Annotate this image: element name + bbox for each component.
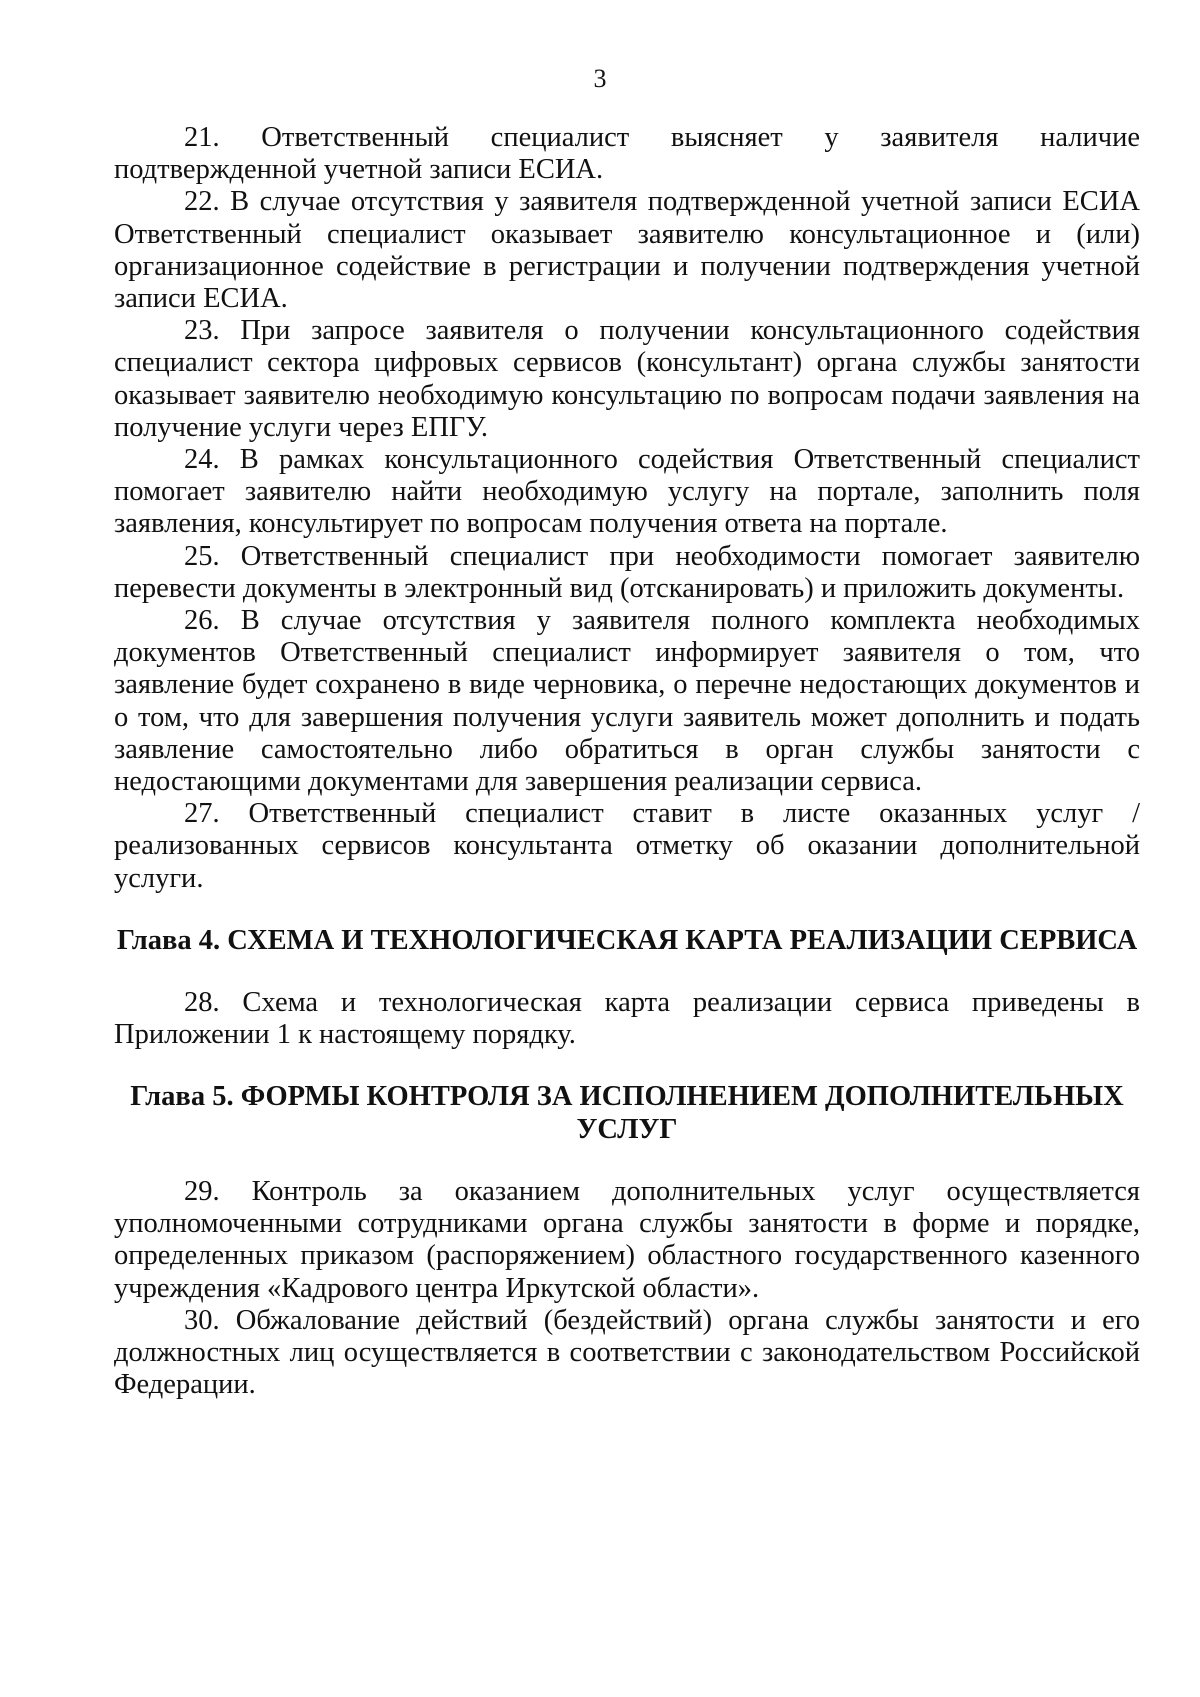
paragraph-23: 23. При запросе заявителя о получении консультационного содействия специалист сектора цифровых сервисов (консультант) органа службы занятости оказывает заявителю необходимую консультацию по вопросам подачи заявления на получение услуги через ЕПГУ. bbox=[114, 315, 1140, 443]
paragraph-27: 27. Ответственный специалист ставит в листе оказанных услуг / реализованных сервисов консультанта отметку об оказании дополнительной услуги. bbox=[114, 798, 1140, 894]
paragraph-21: 21. Ответственный специалист выясняет у заявителя наличие подтвержденной учетной записи ЕСИА. bbox=[114, 122, 1140, 186]
paragraph-25: 25. Ответственный специалист при необходимости помогает заявителю перевести документы в электронный вид (отсканировать) и приложить документы. bbox=[114, 540, 1140, 604]
chapter-5-heading: Глава 5. ФОРМЫ КОНТРОЛЯ ЗА ИСПОЛНЕНИЕМ ДОПОЛНИТЕЛЬНЫХ УСЛУГ bbox=[130, 1081, 1124, 1145]
page-number: 3 bbox=[593, 64, 607, 93]
paragraph-22: 22. В случае отсутствия у заявителя подтвержденной учетной записи ЕСИА Ответственный специалист оказывает заявителю консультационное и (или) организационное содействие в регистрации и получении подтверждения учетной записи ЕСИА. bbox=[114, 186, 1140, 315]
document-body bbox=[114, 122, 1140, 1401]
paragraph-29: 29. Контроль за оказанием дополнительных услуг осуществляется уполномоченными сотрудниками органа службы занятости в форме и порядке, определенных приказом (распоряжением) областного государственного казенного учреждения «Кадрового центра Иркутской области». bbox=[114, 1175, 1140, 1304]
chapter-4-heading: Глава 4. СХЕМА И ТЕХНОЛОГИЧЕСКАЯ КАРТА РЕАЛИЗАЦИИ СЕРВИСА bbox=[116, 924, 1138, 956]
paragraph-30: 30. Обжалование действий (бездействий) органа службы занятости и его должностных лиц осуществляется в соответствии с законодательством Российской Федерации. bbox=[114, 1304, 1140, 1401]
paragraph-26: 26. В случае отсутствия у заявителя полного комплекта необходимых документов Ответственный специалист информирует заявителя о том, что заявление будет сохранено в виде черновика, о перечне недостающих документов и о том, что для завершения получения услуги заявитель может дополнить и подать заявление самостоятельно либо обратиться в орган службы занятости с недостающими документами для завершения реализации сервиса. bbox=[114, 605, 1140, 798]
paragraph-28: 28. Схема и технологическая карта реализации сервиса приведены в Приложении 1 к настоящему порядку. bbox=[114, 987, 1140, 1051]
paragraph-24: 24. В рамках консультационного содействия Ответственный специалист помогает заявителю найти необходимую услугу на портале, заполнить поля заявления, консультирует по вопросам получения ответа на портале. bbox=[114, 444, 1140, 540]
